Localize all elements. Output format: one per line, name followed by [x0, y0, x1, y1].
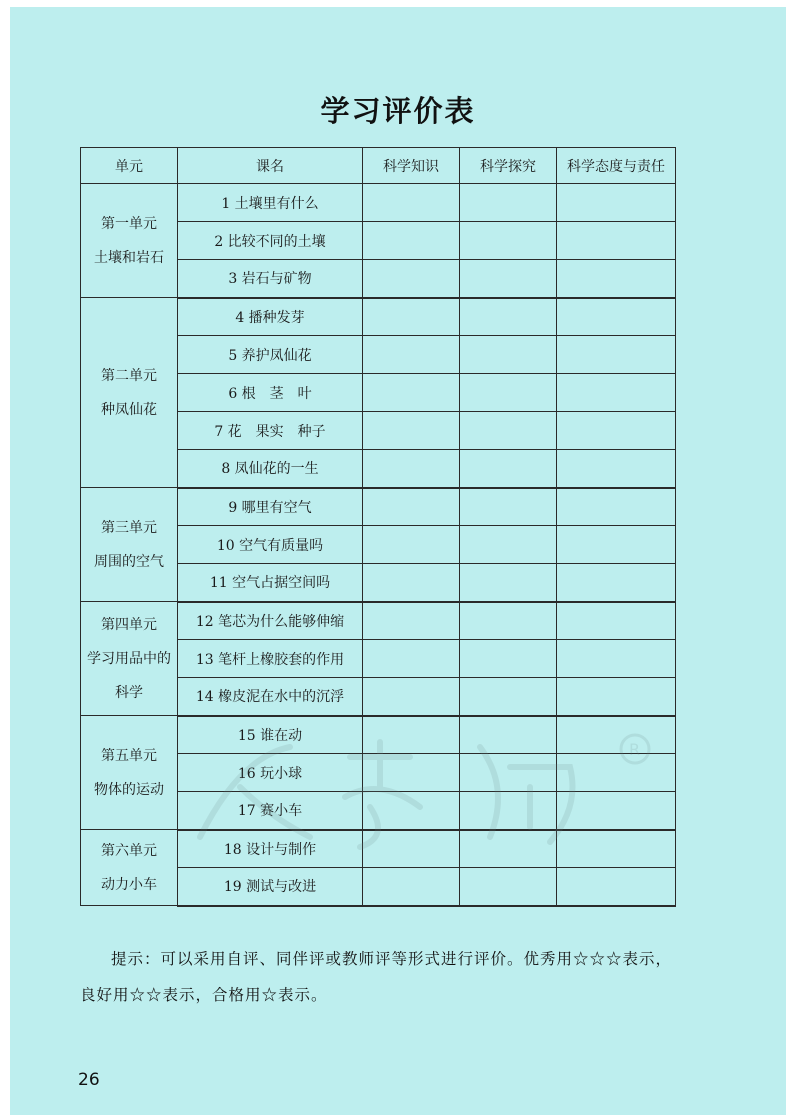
- header-attitude: 科学态度与责任: [557, 148, 676, 184]
- table-body: [81, 184, 676, 906]
- unit-name-line: 周围的空气: [94, 553, 164, 570]
- evaluation-cell-knowledge[interactable]: [363, 374, 460, 412]
- evaluation-cell-inquiry[interactable]: [460, 488, 557, 526]
- unit-name-line: 第一单元: [101, 215, 157, 232]
- lesson-name-cell: 12 笔芯为什么能够伸缩: [178, 602, 363, 640]
- header-inquiry: 科学探究: [460, 148, 557, 184]
- evaluation-cell-inquiry[interactable]: [460, 564, 557, 602]
- evaluation-cell-knowledge[interactable]: [363, 184, 460, 222]
- evaluation-cell-attitude[interactable]: [557, 564, 676, 602]
- evaluation-cell-knowledge[interactable]: [363, 450, 460, 488]
- evaluation-cell-attitude[interactable]: [557, 450, 676, 488]
- evaluation-cell-inquiry[interactable]: [460, 640, 557, 678]
- evaluation-cell-knowledge[interactable]: [363, 830, 460, 868]
- page-title: 学习评价表: [320, 94, 476, 128]
- lesson-name-cell: 5 养护凤仙花: [178, 336, 363, 374]
- evaluation-cell-knowledge[interactable]: [363, 754, 460, 792]
- evaluation-cell-attitude[interactable]: [557, 412, 676, 450]
- unit-name-cell: [81, 488, 178, 602]
- evaluation-cell-knowledge[interactable]: [363, 298, 460, 336]
- evaluation-cell-inquiry[interactable]: [460, 526, 557, 564]
- evaluation-cell-attitude[interactable]: [557, 754, 676, 792]
- evaluation-cell-knowledge[interactable]: [363, 412, 460, 450]
- unit-name-line: 第五单元: [101, 747, 157, 764]
- unit-name-cell: [81, 716, 178, 830]
- unit-name-line: 学习用品中的: [87, 650, 171, 667]
- table-row: [81, 602, 676, 640]
- hint-text: 提示：可以采用自评、同伴评或教师评等形式进行评价。优秀用☆☆☆表示，良好用☆☆表示，合格用☆表示。: [80, 950, 673, 1004]
- evaluation-cell-attitude[interactable]: [557, 336, 676, 374]
- evaluation-table: [80, 147, 676, 907]
- table-row: [81, 488, 676, 526]
- evaluation-cell-inquiry[interactable]: [460, 792, 557, 830]
- header-knowledge: 科学知识: [363, 148, 460, 184]
- evaluation-cell-inquiry[interactable]: [460, 222, 557, 260]
- evaluation-cell-knowledge[interactable]: [363, 716, 460, 754]
- lesson-name-cell: 18 设计与制作: [178, 830, 363, 868]
- evaluation-cell-inquiry[interactable]: [460, 260, 557, 298]
- evaluation-cell-attitude[interactable]: [557, 830, 676, 868]
- evaluation-cell-inquiry[interactable]: [460, 374, 557, 412]
- evaluation-cell-attitude[interactable]: [557, 868, 676, 906]
- unit-name-line: 土壤和岩石: [94, 249, 164, 266]
- evaluation-cell-knowledge[interactable]: [363, 488, 460, 526]
- lesson-name-cell: 13 笔杆上橡胶套的作用: [178, 640, 363, 678]
- evaluation-cell-inquiry[interactable]: [460, 184, 557, 222]
- evaluation-cell-knowledge[interactable]: [363, 678, 460, 716]
- evaluation-cell-inquiry[interactable]: [460, 678, 557, 716]
- page: [10, 7, 786, 1115]
- header-lesson: 课名: [178, 148, 363, 184]
- table-header-row: [81, 148, 676, 184]
- evaluation-cell-attitude[interactable]: [557, 602, 676, 640]
- lesson-name-cell: 11 空气占据空间吗: [178, 564, 363, 602]
- evaluation-cell-attitude[interactable]: [557, 488, 676, 526]
- evaluation-cell-inquiry[interactable]: [460, 298, 557, 336]
- lesson-name-cell: 6 根 茎 叶: [178, 374, 363, 412]
- evaluation-cell-attitude[interactable]: [557, 184, 676, 222]
- lesson-name-cell: 16 玩小球: [178, 754, 363, 792]
- lesson-name-cell: 9 哪里有空气: [178, 488, 363, 526]
- lesson-name-cell: 4 播种发芽: [178, 298, 363, 336]
- lesson-name-cell: 10 空气有质量吗: [178, 526, 363, 564]
- evaluation-cell-inquiry[interactable]: [460, 336, 557, 374]
- unit-name-line: 第三单元: [101, 519, 157, 536]
- evaluation-cell-knowledge[interactable]: [363, 602, 460, 640]
- evaluation-cell-knowledge[interactable]: [363, 868, 460, 906]
- evaluation-cell-inquiry[interactable]: [460, 830, 557, 868]
- unit-name-cell: [81, 830, 178, 906]
- unit-name-line: 第四单元: [101, 616, 157, 633]
- evaluation-cell-attitude[interactable]: [557, 716, 676, 754]
- evaluation-cell-knowledge[interactable]: [363, 792, 460, 830]
- lesson-name-cell: 19 测试与改进: [178, 868, 363, 906]
- evaluation-cell-inquiry[interactable]: [460, 412, 557, 450]
- svg-text:R: R: [629, 740, 641, 759]
- evaluation-cell-inquiry[interactable]: [460, 716, 557, 754]
- lesson-name-cell: 1 土壤里有什么: [178, 184, 363, 222]
- evaluation-cell-knowledge[interactable]: [363, 640, 460, 678]
- unit-name-cell: [81, 602, 178, 716]
- unit-name-line: 种凤仙花: [101, 401, 157, 418]
- evaluation-cell-knowledge[interactable]: [363, 526, 460, 564]
- evaluation-cell-attitude[interactable]: [557, 640, 676, 678]
- evaluation-cell-attitude[interactable]: [557, 222, 676, 260]
- evaluation-cell-attitude[interactable]: [557, 526, 676, 564]
- lesson-name-cell: 15 谁在动: [178, 716, 363, 754]
- evaluation-cell-attitude[interactable]: [557, 260, 676, 298]
- lesson-name-cell: 17 赛小车: [178, 792, 363, 830]
- unit-name-line: 科学: [115, 684, 143, 701]
- evaluation-cell-attitude[interactable]: [557, 792, 676, 830]
- page-number: 26: [78, 1070, 100, 1090]
- unit-name-line: 动力小车: [101, 876, 157, 893]
- table-row: [81, 298, 676, 336]
- evaluation-cell-inquiry[interactable]: [460, 602, 557, 640]
- header-unit: 单元: [81, 148, 178, 184]
- evaluation-cell-attitude[interactable]: [557, 678, 676, 716]
- evaluation-cell-knowledge[interactable]: [363, 564, 460, 602]
- unit-name-line: 第六单元: [101, 842, 157, 859]
- table-row: [81, 830, 676, 868]
- lesson-name-cell: 7 花 果实 种子: [178, 412, 363, 450]
- evaluation-cell-knowledge[interactable]: [363, 222, 460, 260]
- evaluation-cell-inquiry[interactable]: [460, 754, 557, 792]
- unit-name-line: 物体的运动: [94, 781, 164, 798]
- evaluation-cell-attitude[interactable]: [557, 298, 676, 336]
- lesson-name-cell: 3 岩石与矿物: [178, 260, 363, 298]
- lesson-name-cell: 8 凤仙花的一生: [178, 450, 363, 488]
- unit-name-line: 第二单元: [101, 367, 157, 384]
- evaluation-cell-attitude[interactable]: [557, 374, 676, 412]
- evaluation-cell-inquiry[interactable]: [460, 450, 557, 488]
- evaluation-cell-knowledge[interactable]: [363, 336, 460, 374]
- lesson-name-cell: 2 比较不同的土壤: [178, 222, 363, 260]
- lesson-name-cell: 14 橡皮泥在水中的沉浮: [178, 678, 363, 716]
- unit-name-cell: [81, 298, 178, 488]
- evaluation-cell-inquiry[interactable]: [460, 868, 557, 906]
- unit-name-cell: [81, 184, 178, 298]
- table-row: [81, 716, 676, 754]
- table-row: [81, 184, 676, 222]
- evaluation-cell-knowledge[interactable]: [363, 260, 460, 298]
